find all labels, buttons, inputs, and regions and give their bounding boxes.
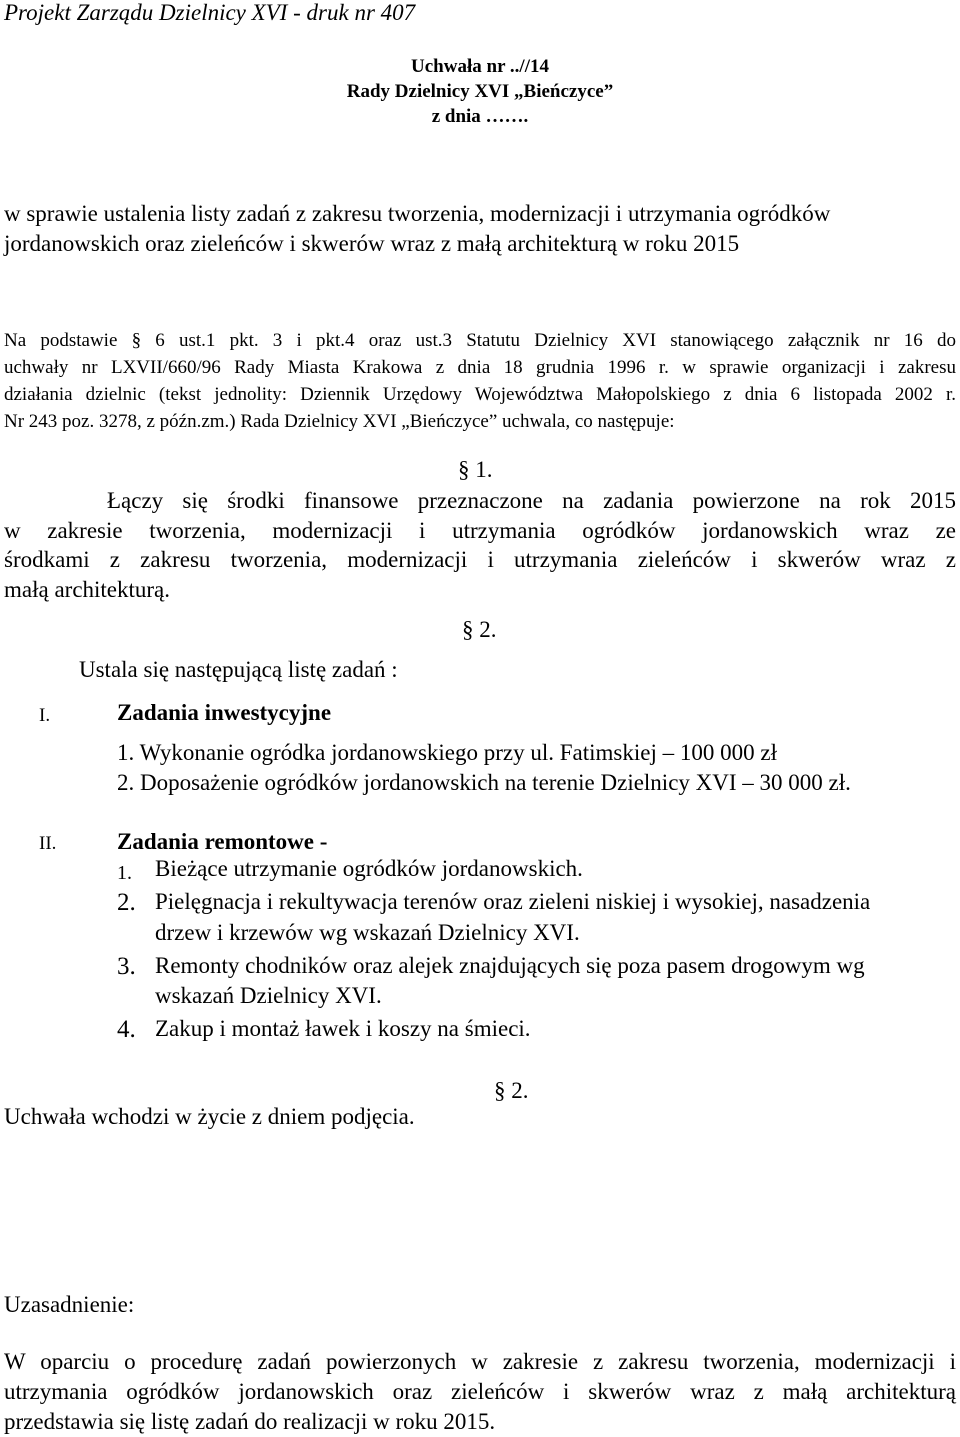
legal-basis: [4, 327, 956, 435]
section-1-line: Łączy się środki finansowe przeznaczone na zadania powierzone na rok 2015: [107, 488, 956, 513]
entry-into-force: Uchwała wchodzi w życie z dniem podjęcia.: [4, 1104, 415, 1129]
section-1-text: [4, 486, 956, 604]
repair-item: Zakup i montaż ławek i koszy na śmieci.: [155, 1016, 531, 1041]
justification-line: przedstawia się listę zadań do realizacji w roku 2015.: [4, 1409, 496, 1434]
justification-line: W oparciu o procedurę zadań powierzonych w zakresie z zakresu tworzenia, modernizacji i: [4, 1349, 956, 1374]
justification-text: [4, 1347, 956, 1437]
group-2-heading: Zadania remontowe -: [117, 829, 328, 854]
repair-item-number: 1.: [117, 862, 132, 884]
section-1-mark: § 1.: [458, 457, 493, 482]
repair-item: Remonty chodników oraz alejek znajdujących się poza pasem drogowym wg: [155, 953, 865, 978]
resolution-subject: [4, 199, 956, 259]
repair-item-number: 2.: [117, 889, 136, 916]
group-1-heading: Zadania inwestycyjne: [117, 700, 332, 725]
justification-heading: Uzasadnienie:: [4, 1292, 135, 1317]
repair-item-continuation: wskazań Dzielnicy XVI.: [155, 983, 382, 1008]
council-name: Rady Dzielnicy XVI „Bieńczyce”: [346, 81, 614, 102]
task-list-intro: Ustala się następującą listę zadań :: [79, 657, 398, 682]
legal-basis-line: działania dzielnic (tekst jednolity: Dziennik Urzędowy Województwa Małopolskiego z dnia 6 listopada 2002 r.: [4, 384, 956, 405]
subject-line: jordanowskich oraz zieleńców i skwerów wraz z małą architekturą w roku 2015: [4, 231, 740, 256]
repair-item-number: 4.: [117, 1016, 136, 1043]
investment-item: 2. Doposażenie ogródków jordanowskich na terenie Dzielnicy XVI – 30 000 zł.: [117, 770, 851, 795]
draft-note: Projekt Zarządu Dzielnicy XVI - druk nr 407: [4, 0, 416, 25]
resolution-date: z dnia …….: [431, 106, 529, 127]
section-3-mark: § 2.: [494, 1078, 529, 1103]
legal-basis-line: Nr 243 poz. 3278, z późn.zm.) Rada Dzielnicy XVI „Bieńczyce” uchwala, co następuje:: [4, 411, 675, 432]
investment-item: 1. Wykonanie ogródka jordanowskiego przy ul. Fatimskiej – 100 000 zł: [117, 740, 777, 765]
repair-item-continuation: drzew i krzewów wg wskazań Dzielnicy XVI.: [155, 920, 580, 945]
section-1-line: małą architekturą.: [4, 576, 171, 602]
legal-basis-line: Na podstawie § 6 ust.1 pkt. 3 i pkt.4 oraz ust.3 Statutu Dzielnicy XVI stanowiącego załącznik nr 16 do: [4, 330, 956, 351]
section-1-line: środkami z zakresu tworzenia, modernizacji i utrzymania zieleńców i skwerów wraz z: [4, 547, 956, 572]
justification-line: utrzymania ogródków jordanowskich oraz zieleńców i skwerów wraz z małą architekturą: [4, 1379, 956, 1404]
section-2-mark: § 2.: [462, 617, 497, 642]
repair-item-number: 3.: [117, 953, 136, 980]
repair-item: Bieżące utrzymanie ogródków jordanowskich.: [155, 856, 583, 881]
group-2-numeral: II.: [39, 833, 57, 854]
section-1-line: w zakresie tworzenia, modernizacji i utrzymania ogródków jordanowskich wraz ze: [4, 517, 956, 543]
group-1-numeral: I.: [39, 705, 51, 726]
subject-line: w sprawie ustalenia listy zadań z zakresu tworzenia, modernizacji i utrzymania ogródków: [4, 201, 831, 226]
repair-item: Pielęgnacja i rekultywacja terenów oraz zieleni niskiej i wysokiej, nasadzenia: [155, 889, 871, 914]
resolution-number: Uchwała nr ..//14: [411, 56, 549, 77]
legal-basis-line: uchwały nr LXVII/660/96 Rady Miasta Krakowa z dnia 18 grudnia 1996 r. w sprawie organizacji i zakresu: [4, 357, 956, 378]
